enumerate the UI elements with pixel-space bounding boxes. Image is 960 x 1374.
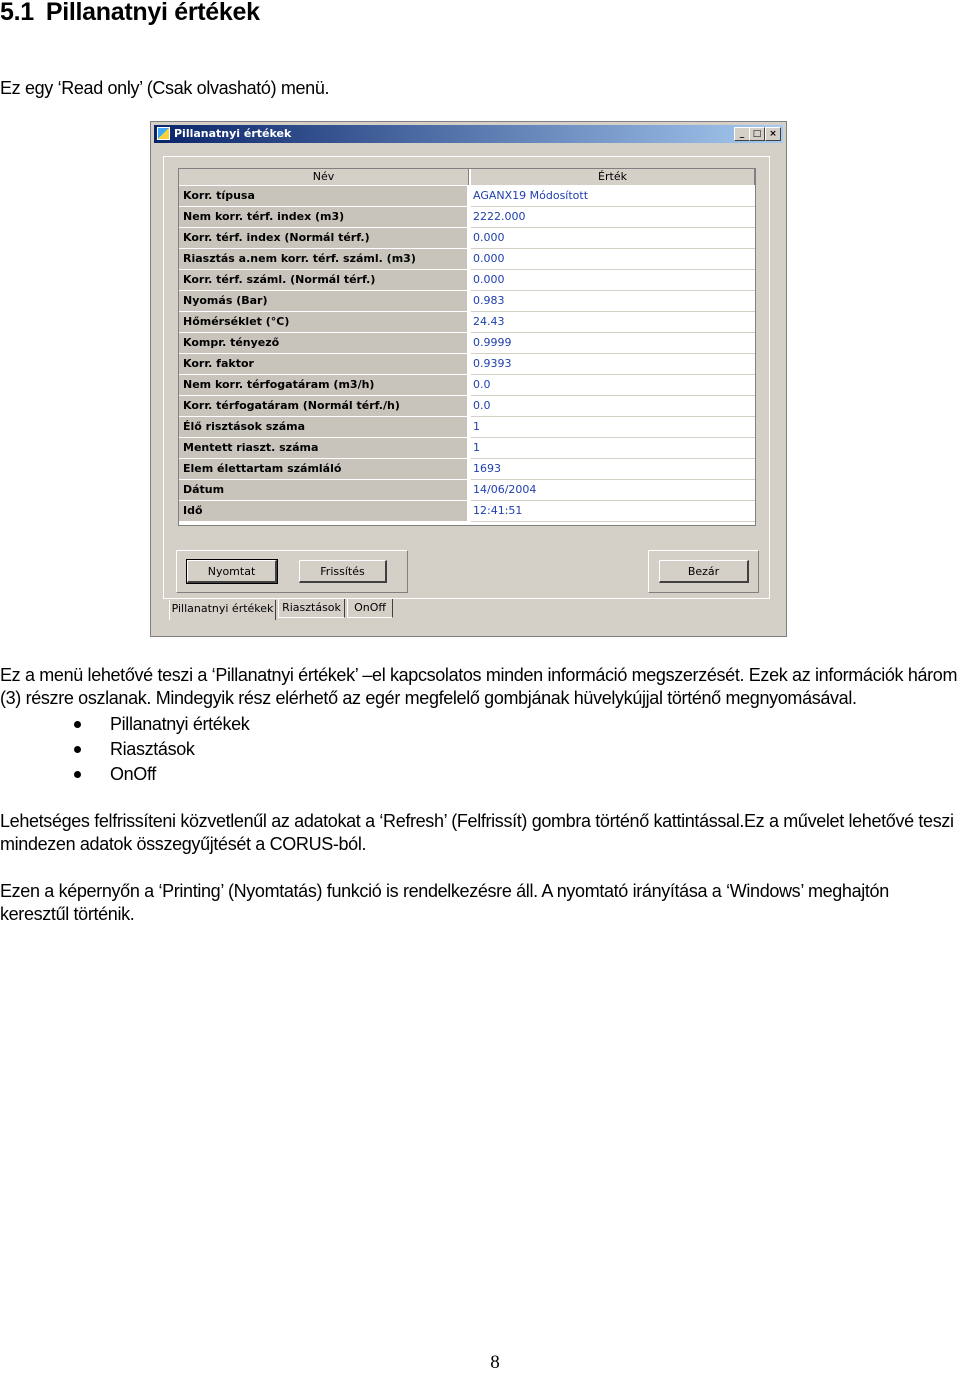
- bullet-icon: [74, 771, 81, 778]
- row-value: 24.43: [471, 312, 755, 333]
- table-row: [179, 228, 757, 249]
- table-row: [179, 333, 757, 354]
- row-name: Hőmérséklet (°C): [179, 312, 468, 333]
- row-name: Korr. térf. index (Normál térf.): [179, 228, 468, 249]
- row-value: 0.000: [471, 270, 755, 291]
- row-name: Élő risztások száma: [179, 417, 468, 438]
- close-icon[interactable]: ×: [765, 127, 781, 141]
- row-name: Korr. faktor: [179, 354, 468, 375]
- row-value: 1: [471, 417, 755, 438]
- row-name: Kompr. tényező: [179, 333, 468, 354]
- table-row: [179, 480, 757, 501]
- values-grid: [178, 168, 756, 526]
- refresh-button[interactable]: Frissítés: [299, 560, 387, 583]
- table-row: [179, 417, 757, 438]
- values-window: [150, 121, 787, 637]
- action-button-group: [176, 550, 408, 593]
- section-number: 5.1: [0, 0, 34, 26]
- page-number: 8: [490, 1352, 500, 1373]
- table-row: [179, 459, 757, 480]
- row-value: 0.9393: [471, 354, 755, 375]
- row-name: Elem élettartam számláló: [179, 459, 468, 480]
- table-row: [179, 501, 757, 522]
- printing-paragraph: Ezen a képernyőn a ‘Printing’ (Nyomtatás) funkció is rendelkezésre áll. A nyomtató irányítása a ‘Windows’ meghajtón keresztűl történik.: [0, 881, 889, 924]
- maximize-icon[interactable]: □: [749, 127, 765, 141]
- row-value: 0.9999: [471, 333, 755, 354]
- row-name: Nem korr. térf. index (m3): [179, 207, 468, 228]
- description-paragraph: Ez a menü lehetővé teszi a ‘Pillanatnyi értékek’ –el kapcsolatos minden információ megszerzését. Ezek az információk három (3) részre oszlanak. Mindegyik rész elérhető az egér megfelelő gombjának hüvelykújjal történő megnyomásával.: [0, 665, 958, 708]
- table-row: [179, 291, 757, 312]
- bullet-icon: [74, 746, 81, 753]
- row-value: AGANX19 Módosított: [471, 186, 755, 207]
- tab-onoff[interactable]: OnOff: [347, 599, 393, 618]
- table-row: [179, 375, 757, 396]
- table-row: [179, 396, 757, 417]
- row-name: Idő: [179, 501, 468, 522]
- row-name: Korr. térfogatáram (Normál térf./h): [179, 396, 468, 417]
- row-name: Mentett riaszt. száma: [179, 438, 468, 459]
- row-name: Riasztás a.nem korr. térf. száml. (m3): [179, 249, 468, 270]
- list-item: Riasztások: [0, 737, 249, 762]
- print-button[interactable]: Nyomtat: [187, 560, 277, 583]
- row-name: Korr. típusa: [179, 186, 468, 207]
- close-button[interactable]: Bezár: [659, 560, 749, 583]
- row-value: 0.000: [471, 249, 755, 270]
- column-header-value[interactable]: Érték: [471, 169, 755, 185]
- close-button-group: [648, 550, 759, 593]
- row-value: 0.983: [471, 291, 755, 312]
- table-row: [179, 186, 757, 207]
- list-item: OnOff: [0, 762, 249, 787]
- list-item: Pillanatnyi értékek: [0, 712, 249, 737]
- row-value: 0.000: [471, 228, 755, 249]
- row-value: 0.0: [471, 396, 755, 417]
- table-row: [179, 249, 757, 270]
- bullet-icon: [74, 721, 81, 728]
- row-value: 12:41:51: [471, 501, 755, 522]
- section-heading: [0, 0, 260, 27]
- row-name: Nyomás (Bar): [179, 291, 468, 312]
- refresh-paragraph: Lehetséges felfrissíteni közvetlenűl az adatokat a ‘Refresh’ (Felfrissít) gombra történő kattintással.Ez a művelet lehetővé teszi mindezen adatok összegyűjtését a CORUS-ból.: [0, 811, 954, 854]
- window-title: Pillanatnyi értékek: [174, 127, 292, 140]
- tab-alarms[interactable]: Riasztások: [278, 599, 345, 618]
- table-row: [179, 354, 757, 375]
- row-name: Korr. térf. száml. (Normál térf.): [179, 270, 468, 291]
- row-value: 2222.000: [471, 207, 755, 228]
- table-row: [179, 312, 757, 333]
- row-value: 0.0: [471, 375, 755, 396]
- section-title: Pillanatnyi értékek: [45, 0, 260, 26]
- row-name: Nem korr. térfogatáram (m3/h): [179, 375, 468, 396]
- minimize-icon[interactable]: _: [734, 127, 750, 141]
- section-list: [0, 712, 249, 787]
- row-name: Dátum: [179, 480, 468, 501]
- row-value: 14/06/2004: [471, 480, 755, 501]
- column-header-name[interactable]: Név: [179, 169, 469, 185]
- row-value: 1: [471, 438, 755, 459]
- table-row: [179, 270, 757, 291]
- window-titlebar: [154, 125, 783, 143]
- app-icon: [157, 127, 170, 140]
- tab-current-values[interactable]: Pillanatnyi értékek: [169, 600, 276, 620]
- row-value: 1693: [471, 459, 755, 480]
- table-row: [179, 438, 757, 459]
- table-row: [179, 207, 757, 228]
- intro-text: Ez egy ‘Read only’ (Csak olvasható) menü.: [0, 78, 330, 98]
